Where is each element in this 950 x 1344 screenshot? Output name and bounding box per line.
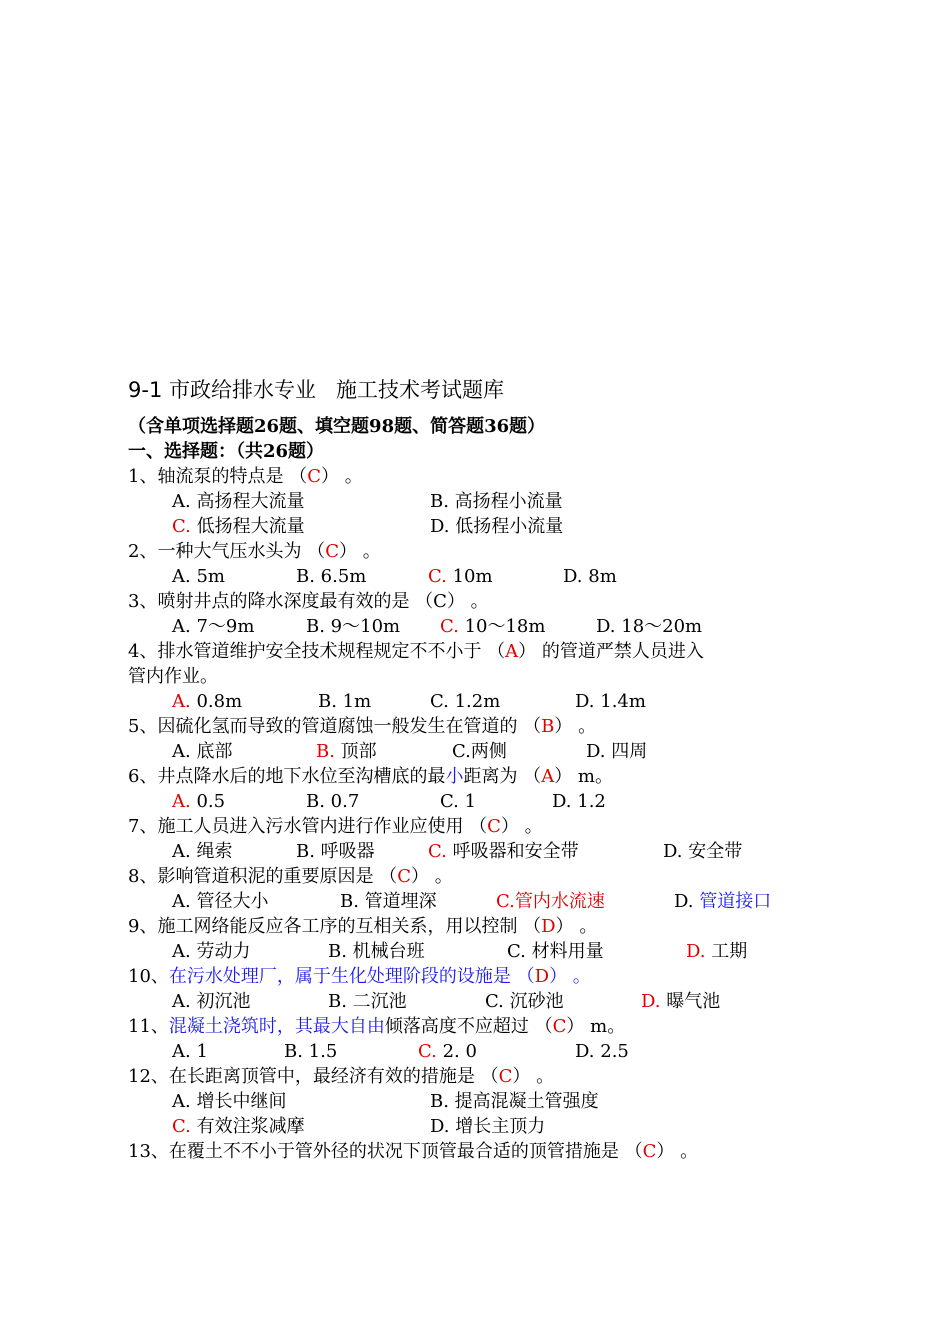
question-13: 13、在覆土不不小于管外径的状况下顶管最合适的顶管措施是 （C） 。: [128, 1141, 699, 1162]
option-c: C. 材料用量: [507, 941, 604, 962]
option-b: B. 管道埋深: [340, 891, 437, 912]
option-c: C. 沉砂池: [485, 991, 564, 1012]
option-b: B. 0.7: [306, 791, 360, 812]
question-9: 9、施工网络能反应各工序的互相关系，用以控制 （D） 。: [128, 916, 598, 937]
option-a: A. 1: [172, 1041, 208, 1062]
section-heading: 一、选择题：（共26题）: [128, 441, 325, 462]
question-7: 7、施工人员进入污水管内进行作业应使用 （C） 。: [128, 816, 543, 837]
option-c: C. 1: [440, 791, 477, 812]
option-c: C. 呼吸器和安全带: [428, 841, 579, 862]
option-d: D. 安全带: [663, 841, 743, 862]
answer-letter: C: [307, 466, 321, 487]
option-a: A. 0.8m: [172, 691, 243, 712]
option-b: B. 提高混凝土管强度: [430, 1091, 599, 1112]
page-title: 9-1 市政给排水专业 施工技术考试题库: [128, 378, 504, 402]
option-a: A. 增长中继间: [172, 1091, 287, 1112]
question-6: 6、井点降水后的地下水位至沟槽底的最小距离为 （A） m。: [128, 766, 613, 787]
option-b: B. 二沉池: [328, 991, 407, 1012]
option-b: B. 顶部: [316, 741, 377, 762]
option-a: A. 0.5: [172, 791, 226, 812]
option-a: A. 劳动力: [172, 941, 251, 962]
answer-letter: D: [534, 966, 550, 987]
option-c: C. 低扬程大流量: [172, 516, 305, 537]
answer-letter: C: [642, 1141, 657, 1162]
answer-letter: D: [541, 916, 556, 937]
question-1: 1、轴流泵的特点是 （C） 。: [128, 466, 363, 487]
question-2: 2、一种大气压水头为 （C） 。: [128, 541, 381, 562]
option-a: A. 初沉池: [172, 991, 251, 1012]
option-a: A. 7～9m: [172, 616, 255, 637]
question-4-continued: 管内作业。: [128, 666, 218, 687]
question-11: 11、混凝土浇筑时，其最大自由倾落高度不应超过 （C） m。: [128, 1016, 626, 1037]
option-d: D. 曝气池: [641, 991, 721, 1012]
option-c: C. 10～18m: [440, 616, 546, 637]
option-c: C. 10m: [428, 566, 493, 587]
question-4: 4、排水管道维护安全技术规程规定不不小于 （A） 的管道严禁人员进入: [128, 641, 704, 662]
option-a: A. 管径大小: [172, 891, 269, 912]
option-d: D. 低扬程小流量: [430, 516, 564, 537]
option-b: B. 9～10m: [306, 616, 401, 637]
option-c: C.两侧: [452, 741, 507, 762]
answer-letter: C: [397, 866, 411, 887]
option-d: D. 2.5: [575, 1041, 629, 1062]
option-d: D. 1.4m: [575, 691, 646, 712]
question-12: 12、在长距离顶管中，最经济有效的措施是 （C） 。: [128, 1066, 555, 1087]
option-b: B. 1m: [318, 691, 372, 712]
answer-letter: C: [498, 1066, 513, 1087]
question-3: 3、喷射井点的降水深度最有效的是 （C） 。: [128, 591, 489, 612]
option-a: A. 高扬程大流量: [172, 491, 305, 512]
answer-letter: A: [505, 641, 519, 662]
option-d: D. 增长主顶力: [430, 1116, 546, 1137]
option-a: A. 5m: [172, 566, 225, 587]
question-10: 10、在污水处理厂，属于生化处理阶段的设施是 （D） 。: [128, 966, 591, 987]
question-8: 8、影响管道积泥的重要原因是 （C） 。: [128, 866, 453, 887]
option-a: A. 绳索: [172, 841, 233, 862]
answer-letter: C: [552, 1016, 567, 1037]
question-5: 5、因硫化氢而导致的管道腐蚀一般发生在管道的 （B） 。: [128, 716, 597, 737]
option-d: D. 1.2: [552, 791, 606, 812]
option-b: B. 1.5: [284, 1041, 338, 1062]
option-d: D. 四周: [586, 741, 648, 762]
option-d: D. 工期: [686, 941, 748, 962]
option-a: A. 底部: [172, 741, 233, 762]
option-d: D. 管道接口: [674, 891, 772, 912]
subtitle: （含单项选择题26题、填空题98题、简答题36题）: [128, 416, 546, 437]
option-d: D. 18～20m: [596, 616, 703, 637]
option-c: C. 有效注浆减摩: [172, 1116, 305, 1137]
answer-letter: B: [541, 716, 555, 737]
option-d: D. 8m: [563, 566, 617, 587]
option-b: B. 高扬程小流量: [430, 491, 563, 512]
option-b: B. 机械台班: [328, 941, 425, 962]
option-b: B. 6.5m: [296, 566, 367, 587]
option-c: C. 2. 0: [418, 1041, 477, 1062]
answer-letter: A: [541, 766, 555, 787]
option-c: C. 1.2m: [430, 691, 501, 712]
option-c: C.管内水流速: [496, 891, 605, 912]
answer-letter: C: [487, 816, 501, 837]
option-b: B. 呼吸器: [296, 841, 375, 862]
answer-letter: C: [325, 541, 339, 562]
